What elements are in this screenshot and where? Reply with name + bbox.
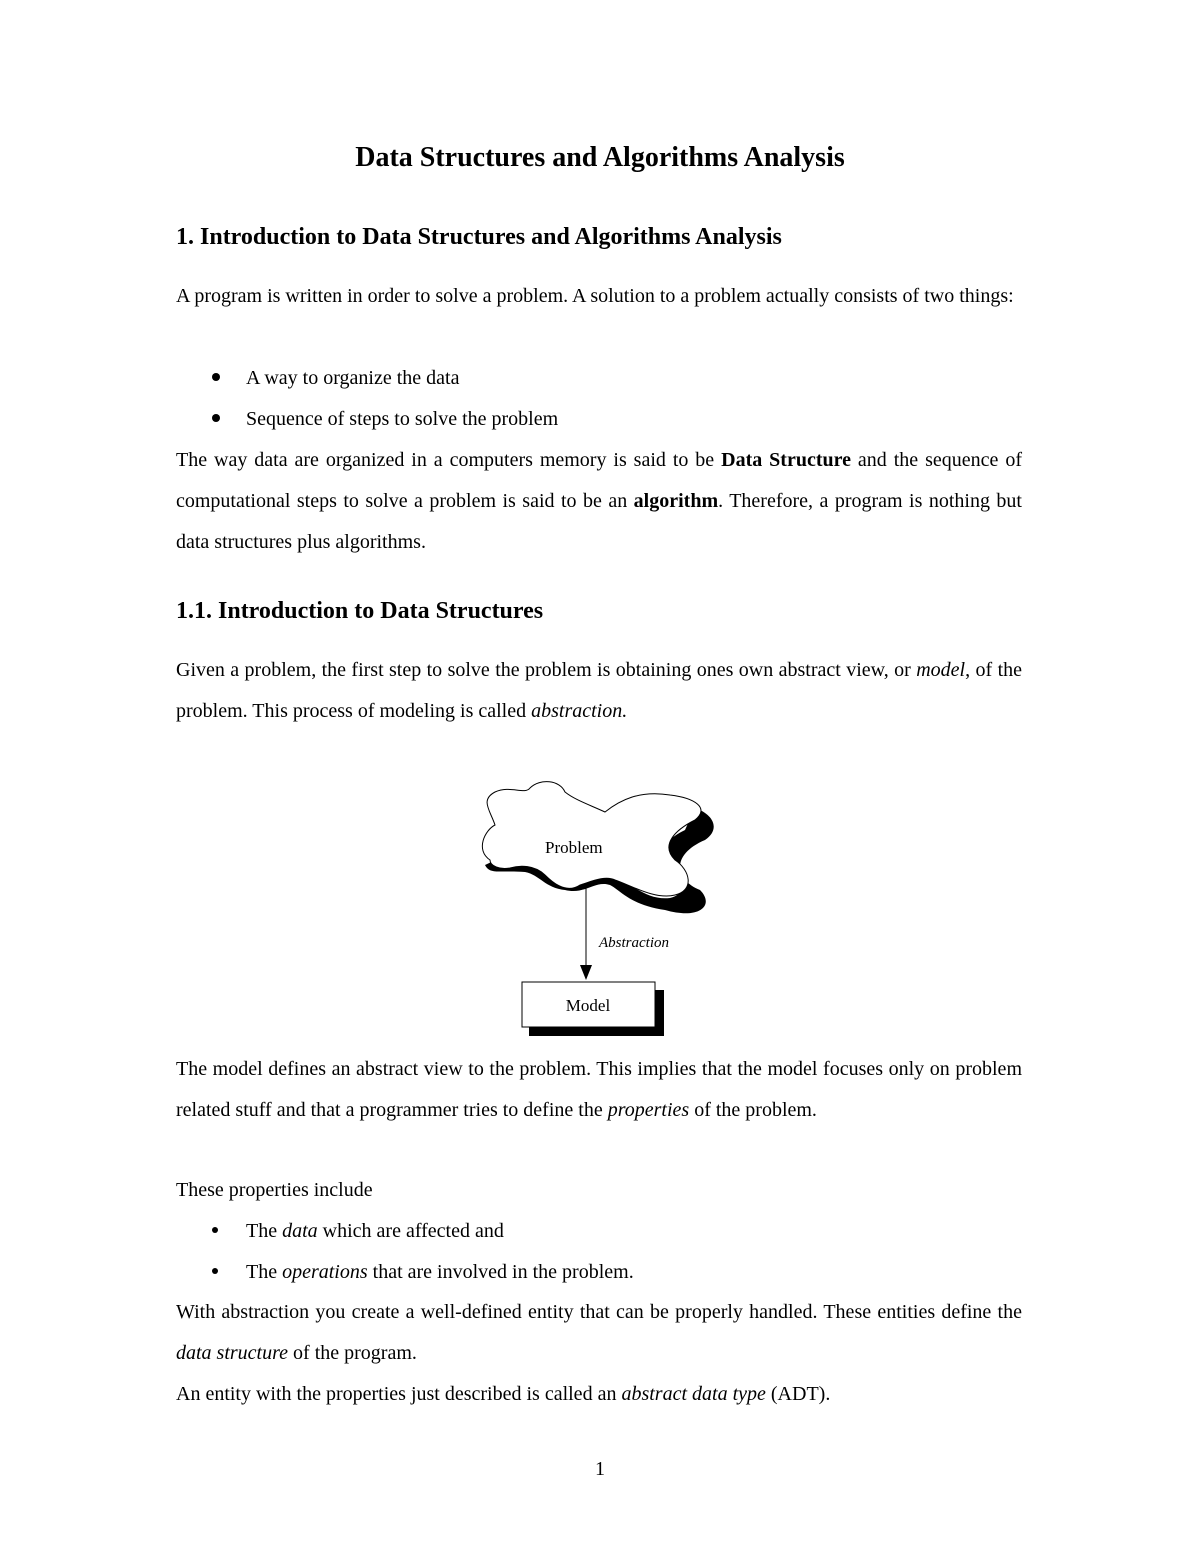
document-title: Data Structures and Algorithms Analysis	[355, 142, 845, 173]
cloud-label: Problem	[545, 838, 603, 857]
text: of the program.	[288, 1342, 417, 1364]
arrow-head-icon	[580, 965, 592, 980]
text: . Therefore, a program is nothing but data structures plus algorithms.	[176, 490, 1022, 553]
section-1-1-paragraph-3: These properties include	[176, 1179, 373, 1201]
list-item-text: A way to organize the data	[246, 367, 460, 389]
section-1-1-paragraph-5	[176, 1374, 1022, 1415]
italic-term: model	[916, 659, 966, 681]
italic-term: properties	[607, 1099, 690, 1121]
bullet-icon	[212, 414, 220, 422]
italic-term: operations	[282, 1261, 368, 1283]
list-item	[212, 358, 459, 399]
section-1-intro: A program is written in order to solve a problem. A solution to a problem actually consists of two things:	[176, 285, 1014, 307]
italic-term: data structure	[176, 1342, 289, 1364]
italic-term: abstract data type	[621, 1383, 766, 1405]
text: that are involved in the problem.	[367, 1261, 634, 1283]
bold-term: algorithm	[633, 490, 719, 512]
text: Given a problem, the first step to solve the problem is obtaining ones own abstract view, or	[176, 659, 917, 681]
section-1-1-heading: 1.1. Introduction to Data Structures	[176, 598, 544, 624]
list-item	[212, 1252, 634, 1293]
list-item	[212, 399, 558, 440]
text: of the problem.	[689, 1099, 817, 1121]
text: The	[246, 1220, 283, 1242]
model-label: Model	[565, 996, 611, 1015]
bullet-icon	[212, 1268, 218, 1274]
italic-term: data	[282, 1220, 318, 1242]
text: which are affected and	[317, 1220, 504, 1242]
list-item-text: Sequence of steps to solve the problem	[246, 408, 559, 430]
section-1-1-paragraph-4	[176, 1292, 1022, 1374]
italic-term: abstraction.	[531, 700, 628, 722]
text: The model defines an abstract view to the problem. This implies that the model focuses only on problem related stuff and that a programmer tries to define the	[176, 1058, 1022, 1121]
text: The way data are organized in a computers memory is said to be	[176, 449, 722, 471]
text: With abstraction you create a well-defined entity that can be properly handled. These entities define the	[176, 1301, 1022, 1323]
text: and the sequence of computational steps to solve a problem is said to be an	[176, 449, 1022, 512]
text: The	[246, 1261, 283, 1283]
section-1-paragraph	[176, 440, 1022, 563]
bold-term: Data Structure	[721, 449, 851, 471]
list-item	[212, 1211, 504, 1252]
abstraction-diagram	[470, 770, 730, 1040]
text: An entity with the properties just described is called an	[176, 1383, 622, 1405]
bullet-icon	[212, 1227, 218, 1233]
page-number: 1	[595, 1458, 605, 1480]
bullet-icon	[212, 373, 220, 381]
text: (ADT).	[765, 1383, 831, 1405]
section-1-1-paragraph-2	[176, 1049, 1022, 1131]
text: , of the problem. This process of modeling is called	[176, 659, 1023, 722]
section-1-1-paragraph-1	[176, 650, 1022, 732]
section-1-heading: 1. Introduction to Data Structures and Algorithms Analysis	[176, 224, 782, 250]
arrow-label: Abstraction	[599, 935, 669, 951]
